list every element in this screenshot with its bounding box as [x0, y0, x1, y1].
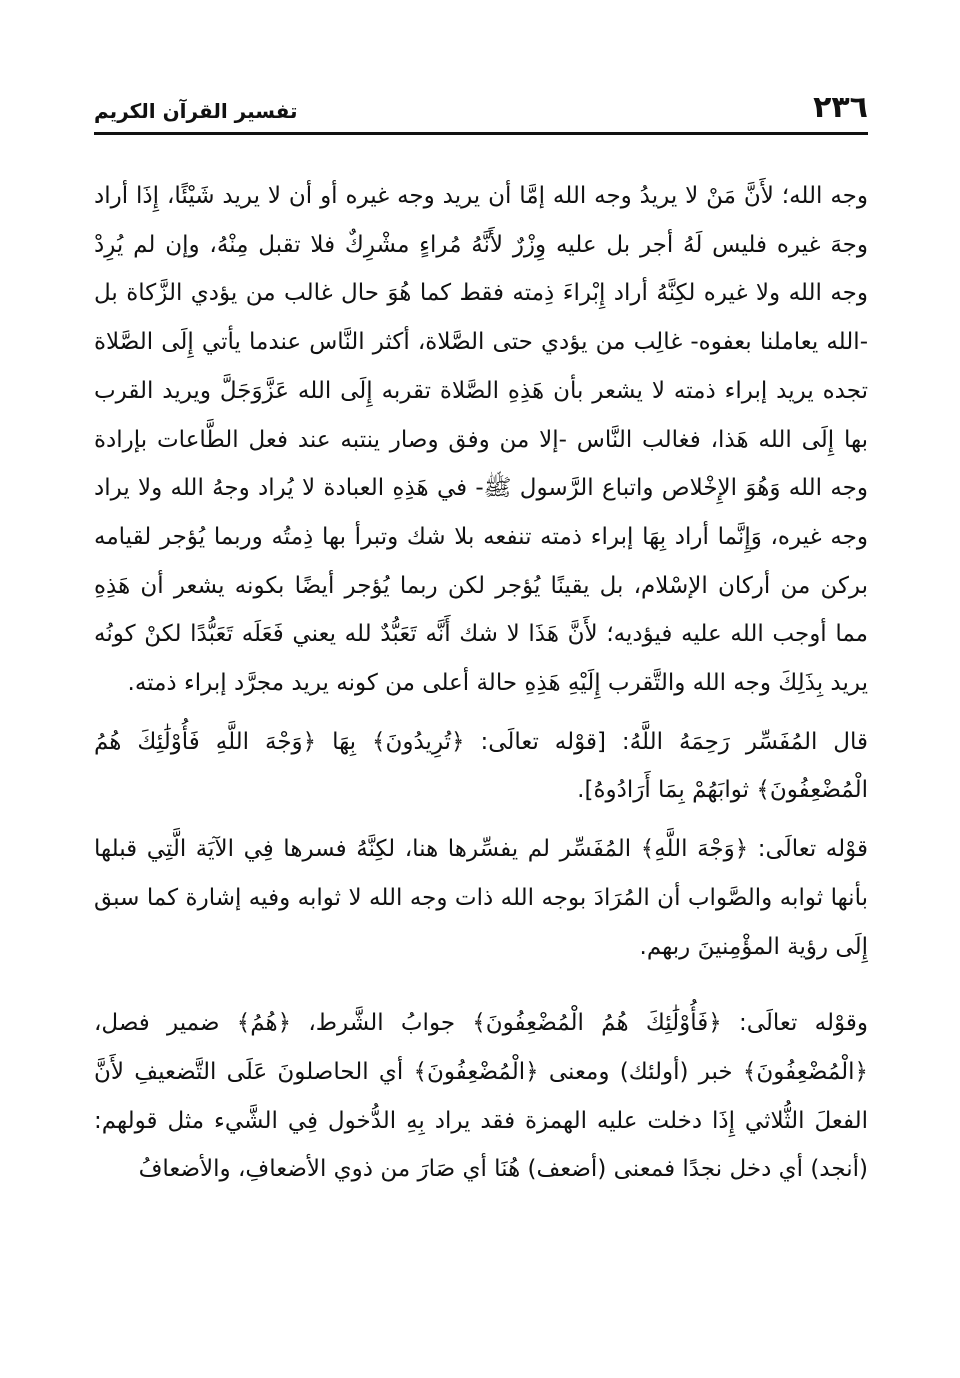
paragraph-those-are-multipliers: وقوْله تعالَى: ﴿فَأُوْلَٰئِكَ هُمُ الْمُضْعِفُونَ﴾ جوابُ الشَّرط، ﴿هُمُ﴾ ضمير فصل، ﴿الْمُضْعِفُونَ﴾ خبر (أولئك) ومعنى ﴿الْمُضْعِفُونَ﴾ أي الحاصلونَ عَلَى التَّضعيفِ لأَنَّ الفعلَ الثُّلاثي إِذَا دخلت عليه الهمزة فقد يراد بِهِ الدُّخول فِي الشَّيء مثل قولهم: (أنجد) أي دخل نجدًا فمعنى (أضعف) هُنَا أي صَارَ من ذوي الأضعافِ، والأضعافُ: [94, 1010, 868, 1183]
page-body: [94, 172, 868, 1194]
header-divider: [94, 132, 868, 135]
page-header: [94, 88, 868, 130]
paragraph-face-of-allah: قوْله تعالَى: ﴿وَجْهَ اللَّهِ﴾ المُفَسِّر لم يفسِّرها هنا، لكِنَّهُ فسرها فِي الآيَة الَّتِي قبلها بأنها ثوابه والصَّواب أن المُرَادَ بوجه الله ذات وجه الله لا ثوابه وفيه إشارة كما سبق إِلَى رؤية المؤْمِنينَ ربهم.: [94, 836, 868, 960]
book-title: تفسير القرآن الكريم: [94, 99, 298, 123]
paragraph-commentator-quote: قال المُفَسِّر رَحِمَهُ اللَّهُ: [قوْله تعالَى: ﴿تُرِيدُونَ﴾ بِهَا ﴿وَجْهَ اللَّهِ فَأُوْلَٰئِكَ هُمُ الْمُضْعِفُونَ﴾ ثوابَهُمْ بِمَا أَرَادُوهُ].: [94, 728, 868, 804]
page-number: ٢٣٦: [813, 90, 868, 125]
book-page: [94, 88, 868, 1328]
paragraph-intention: وجه الله؛ لأَنَّ مَنْ لا يريدُ وجه الله إمَّا أن يريد وجه غيره أو أن لا يريد شَيْئًا، إِذَا أراد وجهَ غيره فليس لَهُ أجر بل عليه وِزْرٌ لأَنَّهُ مُراءٍ مشْرِكٌ فلا تقبل مِنْهُ، وإن لم يُرِدْ وجه الله ولا غيره لكِنَّهُ أراد إِبْراءَ ذِمته فقط كما هُوَ حال غالب من يؤدي الزَّكاة بل -الله يعاملنا بعفوه- غالِب من يؤدي حتى الصَّلاة، أكثر النَّاس عندما يأتي إِلَى الصَّلاة تجده يريد إبراء ذمته لا يشعر بأن هَذِهِ الصَّلاة تقربه إِلَى الله عَزَّوَجَلَّ ويريد القرب بها إِلَى الله هَذا، فغالب النَّاس -إلا من وفق وصار ينتبه عند فعل الطَّاعات بإرادة وجه الله وَهُوَ الإِخْلاص واتباع الرَّسول ﷺ- في هَذِهِ العبادة لا يُراد وجهُ الله ولا يراد وجه غيره، وَإِنَّما أراد بِهَا إبراء ذمته تنفعه بلا شك وتبرأ بها ذِمتُه وربما يُؤجر لقيامه بركن من أركان الإسْلام، بل يقينًا يُؤجر لكن ربما يُؤجر أيضًا بكونه يشعر أن هَذِهِ مما أوجب الله عليه فيؤديه؛ لأَنَّ هَذَا لا شك أَنَّه تَعَبُّدٌ لله يعني فَعَلَه تَعَبُّدًا لكنْ كونُه يريد بِذَلِكَ وجه الله والتَّقرب إِلَيْهِ هَذِهِ حالة أعلى من كونه يريد مجرَّد إبراء ذمته.: [94, 183, 868, 697]
